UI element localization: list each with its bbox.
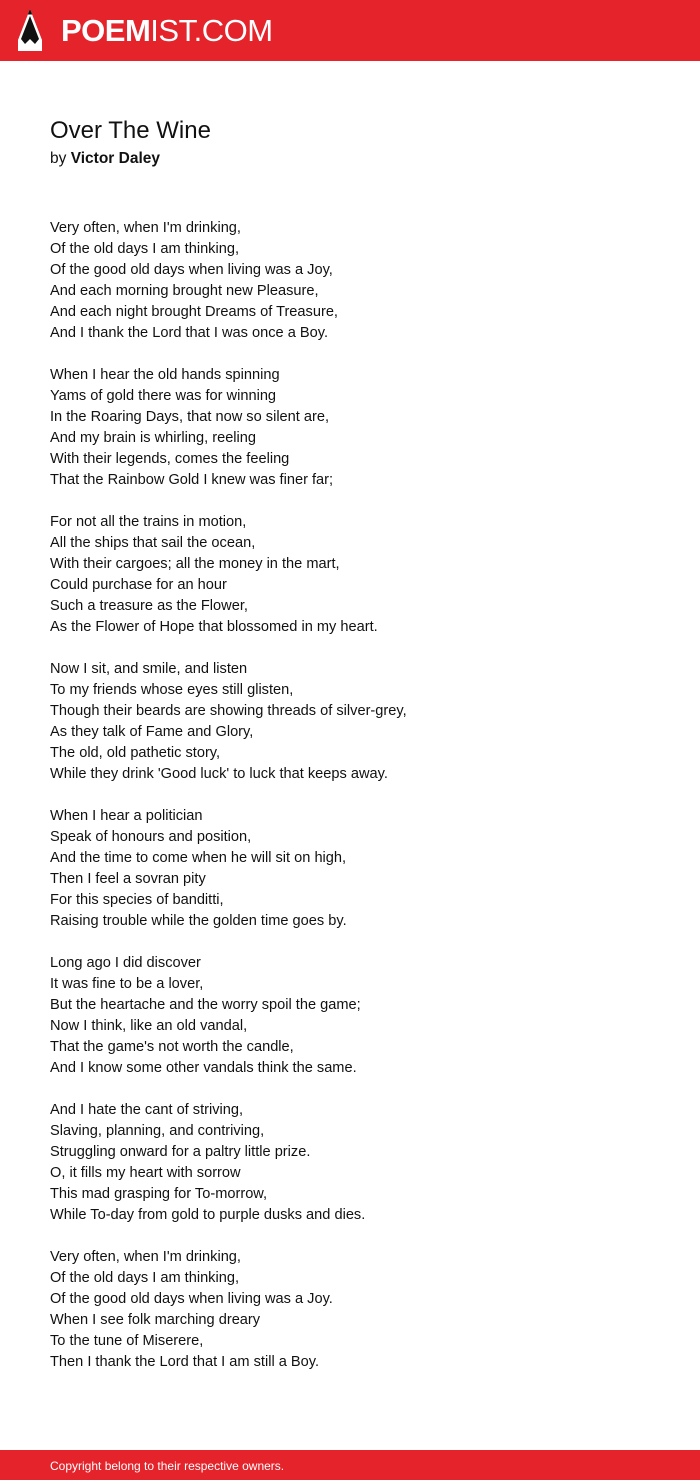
poem-line: And I hate the cant of striving, (50, 1102, 244, 1118)
poem-line: It was fine to be a lover, (50, 976, 204, 992)
poem-line: And my brain is whirling, reeling (50, 430, 257, 446)
poem-line: But the heartache and the worry spoil the game; (50, 997, 361, 1013)
poem-line: While they drink 'Good luck' to luck that keeps away. (50, 766, 388, 782)
logo-text-strong: POEM (61, 13, 151, 48)
poem-line: And each night brought Dreams of Treasure, (50, 304, 338, 320)
poem-line: And each morning brought new Pleasure, (50, 283, 319, 299)
pencil-tip-icon[interactable] (17, 8, 43, 52)
poem-line: And I thank the Lord that I was once a Boy. (50, 325, 328, 341)
poem-line: The old, old pathetic story, (50, 745, 221, 761)
poem-line: Then I feel a sovran pity (50, 871, 206, 887)
stanza (50, 1247, 670, 1373)
site-footer (0, 1450, 700, 1480)
poem-body (50, 218, 670, 1394)
poem-line: Speak of honours and position, (50, 829, 252, 845)
poem-line: That the Rainbow Gold I knew was finer far; (50, 472, 334, 488)
site-logo[interactable] (61, 12, 273, 50)
by-label: by (50, 150, 67, 167)
poem-line: When I see folk marching dreary (50, 1312, 261, 1328)
stanza (50, 1100, 670, 1226)
poem-line: Then I thank the Lord that I am still a Boy. (50, 1354, 320, 1370)
poem-line: Now I sit, and smile, and listen (50, 661, 248, 677)
stanza (50, 512, 670, 638)
poem-line: Now I think, like an old vandal, (50, 1018, 248, 1034)
poem-line: Of the old days I am thinking, (50, 241, 240, 257)
poem-line: Raising trouble while the golden time goes by. (50, 913, 347, 929)
byline (50, 148, 160, 170)
poem-line: For this species of banditti, (50, 892, 224, 908)
poem-line: Very often, when I'm drinking, (50, 220, 241, 236)
poem-line: Though their beards are showing threads of silver-grey, (50, 703, 407, 719)
poem-line: Of the good old days when living was a Joy, (50, 262, 333, 278)
stanza (50, 659, 670, 785)
poem-line: While To-day from gold to purple dusks and dies. (50, 1207, 366, 1223)
poem-line: Struggling onward for a paltry little prize. (50, 1144, 311, 1160)
stanza (50, 365, 670, 491)
poem-line: To my friends whose eyes still glisten, (50, 682, 294, 698)
copyright-text: Copyright belong to their respective owners. (50, 1459, 285, 1473)
author-name: Victor Daley (70, 150, 161, 167)
site-header (0, 0, 700, 61)
poem-line: Such a treasure as the Flower, (50, 598, 248, 614)
poem-line: Could purchase for an hour (50, 577, 227, 593)
poem-line: This mad grasping for To-morrow, (50, 1186, 268, 1202)
stanza (50, 218, 670, 344)
poem-line: When I hear a politician (50, 808, 203, 824)
poem-line: That the game's not worth the candle, (50, 1039, 294, 1055)
poem-line: With their cargoes; all the money in the mart, (50, 556, 340, 572)
poem-line: In the Roaring Days, that now so silent are, (50, 409, 330, 425)
stanza (50, 806, 670, 932)
poem-line: For not all the trains in motion, (50, 514, 247, 530)
poem-line: Long ago I did discover (50, 955, 201, 971)
poem-line: Of the good old days when living was a Joy. (50, 1291, 333, 1307)
poem-line: And I know some other vandals think the same. (50, 1060, 357, 1076)
poem-line: Very often, when I'm drinking, (50, 1249, 241, 1265)
poem-line: Yams of gold there was for winning (50, 388, 277, 404)
poem-line: When I hear the old hands spinning (50, 367, 280, 383)
poem-line: As the Flower of Hope that blossomed in my heart. (50, 619, 378, 635)
poem-line: To the tune of Miserere, (50, 1333, 204, 1349)
poem-line: As they talk of Fame and Glory, (50, 724, 254, 740)
poem-line: Slaving, planning, and contriving, (50, 1123, 265, 1139)
logo-text-light: IST.COM (150, 13, 273, 48)
poem-line: And the time to come when he will sit on high, (50, 850, 347, 866)
poem-line: Of the old days I am thinking, (50, 1270, 240, 1286)
poem-title: Over The Wine (50, 117, 211, 144)
poem-line: All the ships that sail the ocean, (50, 535, 256, 551)
poem-line: With their legends, comes the feeling (50, 451, 290, 467)
stanza (50, 953, 670, 1079)
poem-line: O, it fills my heart with sorrow (50, 1165, 241, 1181)
